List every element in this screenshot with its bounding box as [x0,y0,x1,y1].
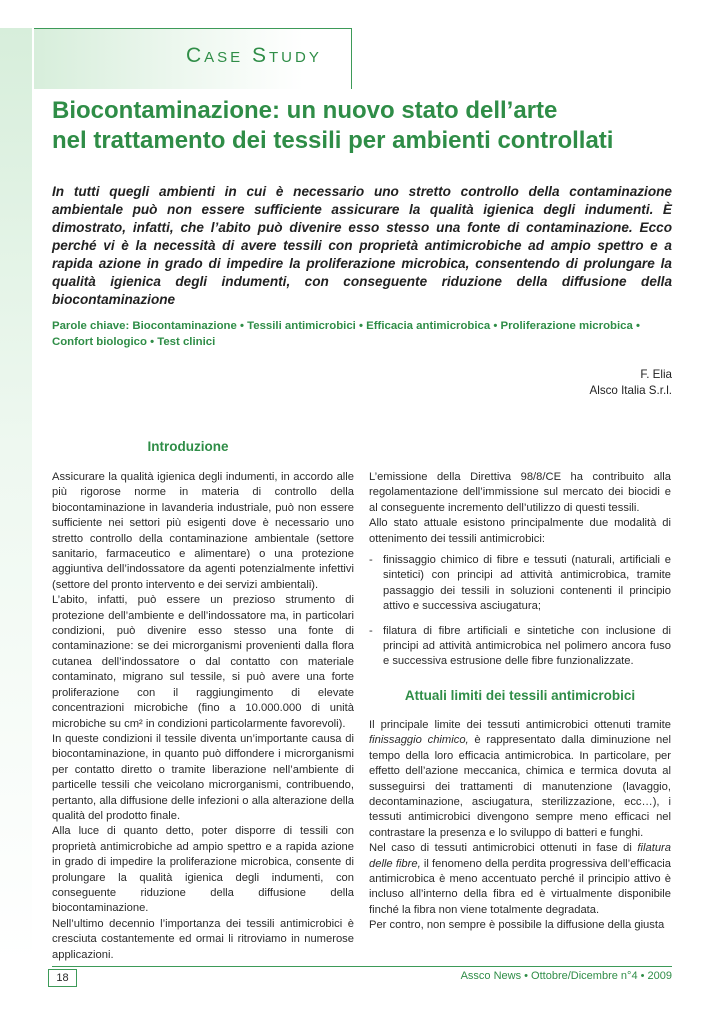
method-list [369,553,671,670]
section-label: Case Study [186,44,322,67]
right-column-continued [369,718,671,934]
list-dash: - [369,554,373,567]
author-name: F. Elia [640,368,672,381]
paragraph [369,841,671,918]
article-title [52,96,692,156]
page-number: 18 [48,969,77,987]
emphasis-text: filatura delle fibre, [369,842,671,870]
paragraph: Allo stato attuale esistono principalmente due modalità di ottenimento dei tessili antimicrobici: [369,517,671,545]
author-block [590,367,672,399]
text-run: Il principale limite dei tessuti antimicrobici ottenuti tramite [369,719,671,731]
emphasis-text: finissaggio chimico, [369,734,469,747]
list-item-text: filatura di fibre artificiali e sintetiche con inclusione di principi ad attività antimicrobica nel polimero ancora fuso e successiva estrusione delle fibre funzionalizzate. [383,624,671,668]
right-column [369,470,671,679]
list-item [369,624,671,670]
paragraph: Alla luce di quanto detto, poter disporre di tessili con proprietà antimicrobiche ad ampio spettro e a rapida azione in grado di impedire la proliferazione microbica, consente di prolungare la qualità igienica degli indumenti, con conseguente riduzione della diffusione della biocontaminazione. [52,825,354,915]
title-line-1: Biocontaminazione: un nuovo stato dell’arte [52,97,558,124]
text-run: Nel caso di tessuti antimicrobici ottenuti in fase di [369,842,638,855]
paragraph [369,718,671,841]
side-decorative-band [0,28,32,963]
text-run: il fenomeno della perdita progressiva dell’efficacia antimicrobica è meno accentuato perché il principio attivo è incluso all’interno della fibra ed è virtualmente disponibile finché la fibra non viene totalmente degradata. [369,857,671,916]
list-item [369,553,671,615]
paragraph: Assicurare la qualità igienica degli indumenti, in accordo alle più rigorose norme in materia di controllo della biocontaminazione in lavanderia industriale, può non essere sufficiente nei settori più esigenti dove è necessario uno stretto controllo della contaminazione ambientale (settore sanitario, farmaceutico e alimentare) o una protezione aggiuntiva dell’indossatore da agenti potenzialmente infettivi (settore del pronto intervento e dei servizi ambientali). [52,471,354,591]
section-heading-limiti: Attuali limiti dei tessili antimicrobici [404,688,636,703]
author-affiliation: Alsco Italia S.r.l. [589,384,672,397]
paragraph: Nell’ultimo decennio l’importanza dei tessili antimicrobici è cresciuta costantemente ed ormai li ritroviamo in numerose applicazioni. [52,917,354,961]
text-run: è rappresentato dalla diminuzione nel tempo della loro efficacia antimicrobica. In particolare, per effetto dell’azione meccanica, chimica e termica dovuta al susseguirsi dei trattamenti di manutenzione (lavaggio, decontaminazione, asciugatura, sterilizzazione, ecc…), i tessuti antimicrobici divengono sempre meno efficaci nel contrastare la presenza e lo sviluppo di batteri e funghi. [369,734,671,839]
paragraph: L’emissione della Direttiva 98/8/CE ha contribuito alla regolamentazione dell’immissione sul mercato dei biocidi e al conseguente incremento dell’utilizzo di questi tessili. [369,471,671,514]
paragraph: In queste condizioni il tessile diventa un’importante causa di biocontaminazione, in quanto può diffondere i microrganismi per contatto diretto o tramite liberazione nell’ambiente di particelle tessili che veicolano microrganismi, contribuendo, pertanto, alla diffusione delle infezioni o alla alterazione della qualità del prodotto finale. [52,732,354,822]
list-item-text: finissaggio chimico di fibre e tessuti (naturali, artificiali e sintetici) con principi ad attività antimicrobica, tramite passaggio dei tessili in soluzioni contenenti il principio attivo e successiva asciugatura; [383,554,671,613]
keywords: Parole chiave: Biocontaminazione • Tessili antimicrobici • Efficacia antimicrobica • Proliferazione microbica • Confort biologico • Test clinici [52,320,640,348]
abstract: In tutti quegli ambienti in cui è necessario uno stretto controllo della contaminazione ambientale può non essere sufficiente assicurare la qualità igienica degli indumenti. È dimostrato, infatti, che l’abito può divenire esso stesso una fonte di contaminazione. Ecco perché vi è la necessità di avere tessili con proprietà antimicrobiche ad ampio spettro e a rapida azione in grado di impedire la proliferazione microbica, consentendo di prolungare la qualità igienica degli indumenti, con conseguente riduzione della diffusione della biocontaminazione [52,184,672,307]
title-line-2: nel trattamento dei tessili per ambienti controllati [52,127,614,154]
paragraph: L’abito, infatti, può essere un prezioso strumento di protezione dell’ambiente e dell’indossatore ma, in particolari condizioni, può divenire esso stesso una fonte di contaminazione: se dei microrganismi provenienti dalla flora cutanea dell’indossatore o dal contatto con materiale contaminato, migrano sul tessile, si può avere una forte proliferazione con il raggiungimento di elevate concentrazioni microbiche (fino a 10.000.000 di unità microbiche su cm² in condizioni particolarmente favorevoli). [52,594,354,730]
journal-info: Assco News • Ottobre/Dicembre n°4 • 2009 [460,970,672,982]
section-heading-introduzione: Introduzione [147,439,229,454]
paragraph: Per contro, non sempre è possibile la diffusione della giusta [369,919,665,932]
footer-rule [52,966,672,967]
left-column [52,470,354,963]
list-dash: - [369,624,373,637]
